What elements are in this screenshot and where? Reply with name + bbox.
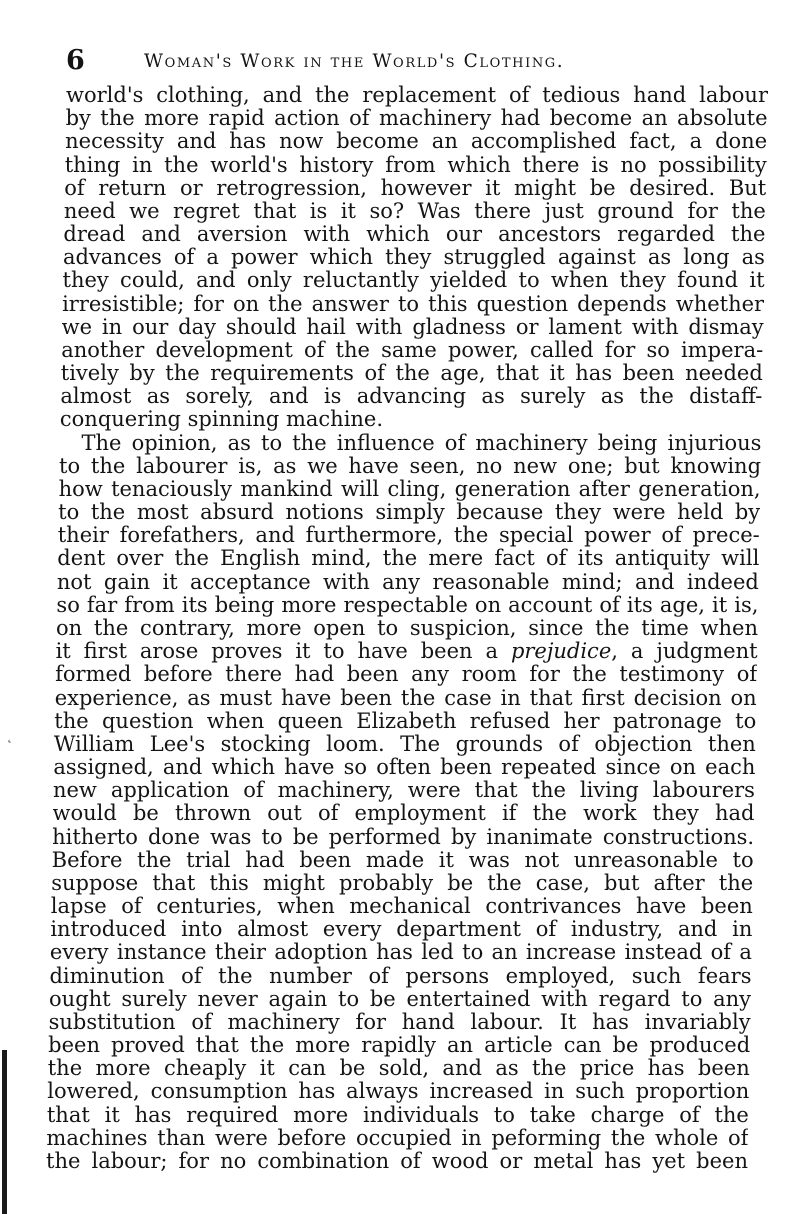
text-line: diminution of the number of persons employed, such fears [49,964,752,988]
text-line: on the contrary, more open to suspicion, since the time when [56,617,758,640]
text-line: it first arose proves it to have been a prejudice, a judgment [55,640,758,664]
text-line: they could, and only reluctantly yielded to when they found it [62,269,765,293]
text-line: of return or retrogression, however it might be desired. But [64,176,767,200]
text-line: conquering spinning machine. [59,408,384,432]
text-line: dread and aversion with which our ancestors regarded the [63,223,766,247]
text-line: William Lee's stocking loom. The grounds of objection then [53,732,756,756]
text-line: The opinion, as to the influence of machinery being injurious [81,431,762,455]
text-line: been proved that the more rapidly an article can be produced [48,1034,751,1058]
text-line: Before the trial had been made it was not unreasonable to [51,848,754,872]
text-line: we in our day should hail with gladness or lament with dismay [61,315,764,339]
text-line: irresistible; for on the answer to this question depends whether [62,292,765,316]
italic-word: prejudice [510,640,612,664]
text-line: lowered, consumption has always increased in such proportion [47,1080,750,1104]
text-line: tively by the requirements of the age, that it has been needed [60,362,763,386]
text-line: not gain it acceptance with any reasonable mind; and indeed [56,570,759,594]
text-line: to the labourer is, as we have seen, no new one; but knowing [59,454,762,478]
text-line: so far from its being more respectable on account of its age, it is, [56,593,759,617]
running-title: Woman's Work in the World's Clothing. [144,51,565,72]
text-line: dent over the English mind, the mere fact of its antiquity will [57,547,760,571]
text-line: the labour; for no combination of wood or metal has yet been [46,1150,748,1173]
page-number: 6 [66,45,85,76]
text-line: the question when queen Elizabeth refused her patronage to [54,709,757,733]
text-line: world's clothing, and the replacement of tedious hand labour [66,84,768,107]
text-line: would be thrown out of employment if the work they had [52,802,755,826]
text-line: their forefathers, and furthermore, the special power of prece- [57,524,760,548]
text-line: ought surely never again to be entertained with regard to any [49,987,752,1011]
text-line: need we regret that is it so? Was there just ground for the [63,199,766,223]
text-line: substitution of machinery for hand labour. It has invariably [48,1010,751,1034]
text-line: introduced into almost every department of industry, and in [50,918,753,942]
text-line: to the most absurd notions simply because they were held by [58,501,761,525]
text-line: new application of machinery, were that the living labourers [52,779,755,803]
text-line: how tenaciously mankind will cling, generation after generation, [58,477,761,501]
text-line: necessity and has now become an accomplished fact, a done [65,130,768,154]
text-line: suppose that this might probably be the case, but after the [51,871,754,895]
text-line: experience, as must have been the case in that first decision on [54,686,757,710]
text-line: that it has required more individuals to take charge of the [46,1103,749,1127]
text-line: another development of the same power, called for so impera- [61,338,764,362]
text-line: formed before there had been any room for the testimony of [55,663,758,687]
text-line: the more cheaply it can be sold, and as the price has been [47,1057,750,1081]
text-line: thing in the world's history from which there is no possibility [64,153,767,177]
text-line: lapse of centuries, when mechanical contrivances have been [50,895,753,919]
text-line: almost as sorely, and is advancing as surely as the distaff- [60,385,763,409]
text-line: machines than were before occupied in peforming the whole of [46,1126,749,1150]
text-line: assigned, and which have so often been repeated since on each [53,756,756,780]
margin-mark: ˛ [6,728,13,744]
text-line: by the more rapid action of machinery had become an absolute [65,107,768,131]
text-line: advances of a power which they struggled against as long as [62,246,765,270]
text-line: hitherto done was to be performed by inanimate constructions. [52,825,755,849]
text-line: every instance their adoption has led to an increase instead of a [49,941,752,965]
